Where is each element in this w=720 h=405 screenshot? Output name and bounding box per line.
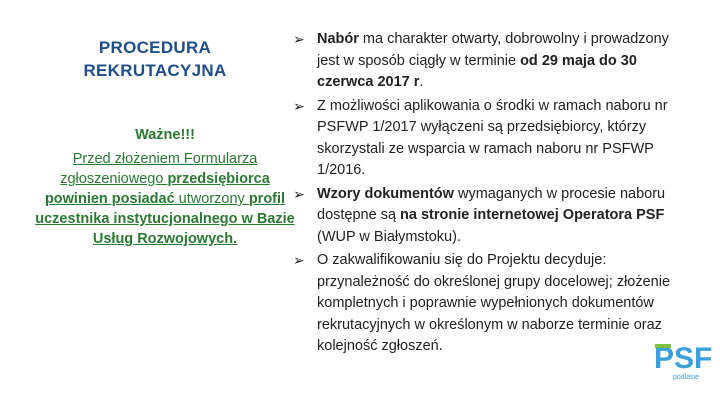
logo-subtext: podlasie (673, 374, 700, 381)
note-text-bold: przedsiębiorca powinien posiadać (44, 171, 270, 207)
important-note (30, 125, 300, 249)
bullet-bold: Wzory dokumentów (317, 185, 454, 202)
bullet-item (293, 184, 688, 249)
title-line-1: PROCEDURA (98, 38, 212, 57)
note-text-2: utworzony (174, 191, 249, 207)
arrow-bullet-icon: ➢ (293, 97, 305, 114)
bullet-item (293, 250, 688, 358)
bullet-bold: od 29 maja do 30 czerwca 2017 r (317, 52, 637, 90)
bullet-bold: Nabór (317, 31, 359, 47)
arrow-bullet-icon: ➢ (293, 31, 305, 47)
bullet-text: wymaganych w procesie naboru dostępne są (317, 185, 666, 223)
bullet-text: O zakwalifikowaniu się do Projektu decyduje: przynależność do określonej grupy docelowej; złożenie kompletnych i poprawnie wypełnionych dokumentów rekrutacyjnych w określonym w naborze terminie oraz kolejność zgłoszeń. (317, 252, 671, 354)
page-title (40, 36, 270, 82)
bullet-item (293, 96, 688, 182)
bullet-text: . (419, 74, 424, 90)
bullet-item (293, 29, 688, 94)
note-text-1: Przed złożeniem Formularza zgłoszeniowego (60, 151, 258, 187)
bullet-text: ma charakter otwarty, dobrowolny i prowadzony jest w sposób ciągły w terminie (317, 31, 669, 69)
bullet-list (293, 29, 688, 360)
bullet-text: (WUP w Białymstoku). (317, 228, 461, 245)
arrow-bullet-icon: ➢ (293, 185, 305, 202)
bullet-text: Z możliwości aplikowania o środki w ramach naboru nr PSFWP 1/2017 wyłączeni są przedsiębiorcy, którzy skorzystali ze wsparcia w ramach naboru nr PSFWP 1/2016. (317, 97, 668, 178)
note-text-bold-2: profil uczestnika instytucjonalnego w Bazie Usług Rozwojowych. (35, 191, 295, 247)
psf-logo (651, 340, 713, 382)
logo-text: PSF (654, 342, 713, 375)
note-body (35, 151, 294, 247)
note-heading: Ważne!!! (135, 127, 195, 143)
title-line-2: REKRUTACYJNA (83, 61, 227, 80)
arrow-bullet-icon: ➢ (293, 252, 305, 268)
bullet-bold: na stronie internetowej Operatora PSF (400, 207, 665, 223)
